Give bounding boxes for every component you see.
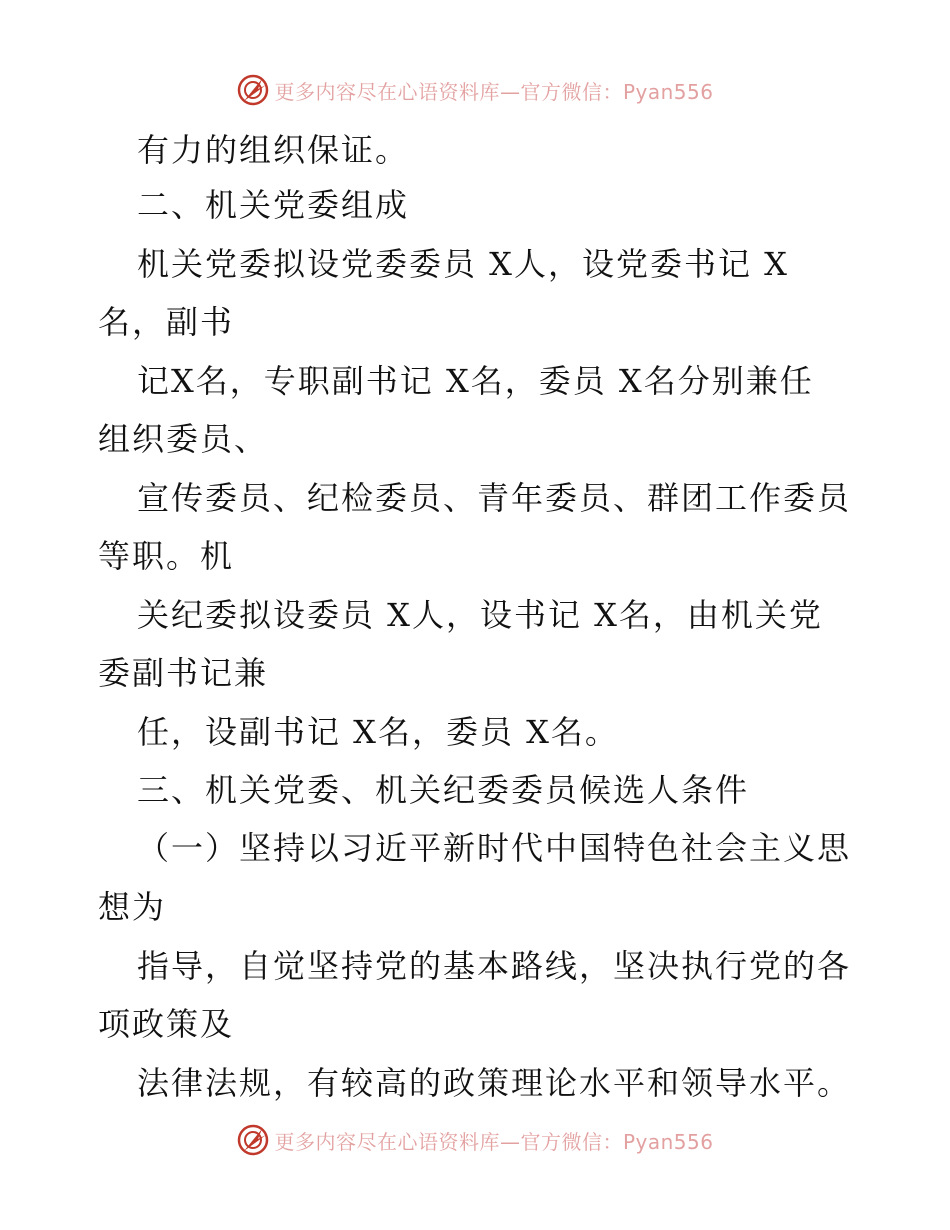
quill-logo-icon [236,1123,270,1157]
body-line: 想为 [98,888,167,926]
body-line: 宣传委员、纪检委员、青年委员、群团工作委员 [137,479,852,517]
watermark-text: 更多内容尽在心语资料库—官方微信：Pyan556 [274,79,714,104]
body-line: 机关党委拟设党委委员 X人，设党委书记 X [137,245,789,283]
body-line: 关纪委拟设委员 X人，设书记 X名，由机关党 [137,596,823,634]
body-line: 委副书记兼 [98,654,269,692]
header-watermark [0,70,950,110]
section-heading: 三、机关党委、机关纪委委员候选人条件 [137,771,750,809]
body-line: 法律法规，有较高的政策理论水平和领导水平。 [137,1064,852,1102]
body-line: 等职。机 [98,537,235,575]
section-heading: 二、机关党委组成 [137,186,410,224]
body-line: 有力的组织保证。 [137,131,410,169]
body-line: 名，副书 [98,303,235,341]
body-line: （一）坚持以习近平新时代中国特色社会主义思 [137,829,852,867]
quill-logo-icon [236,73,270,107]
watermark-text: 更多内容尽在心语资料库—官方微信：Pyan556 [274,1129,714,1154]
body-line: 记X名，专职副书记 X名，委员 X名分别兼任 [137,362,814,400]
body-line: 指导，自觉坚持党的基本路线，坚决执行党的各 [137,947,852,985]
footer-watermark [0,1120,950,1160]
body-line: 组织委员、 [98,420,269,458]
body-line: 项政策及 [98,1005,235,1043]
body-line: 任，设副书记 X名，委员 X名。 [137,713,619,751]
